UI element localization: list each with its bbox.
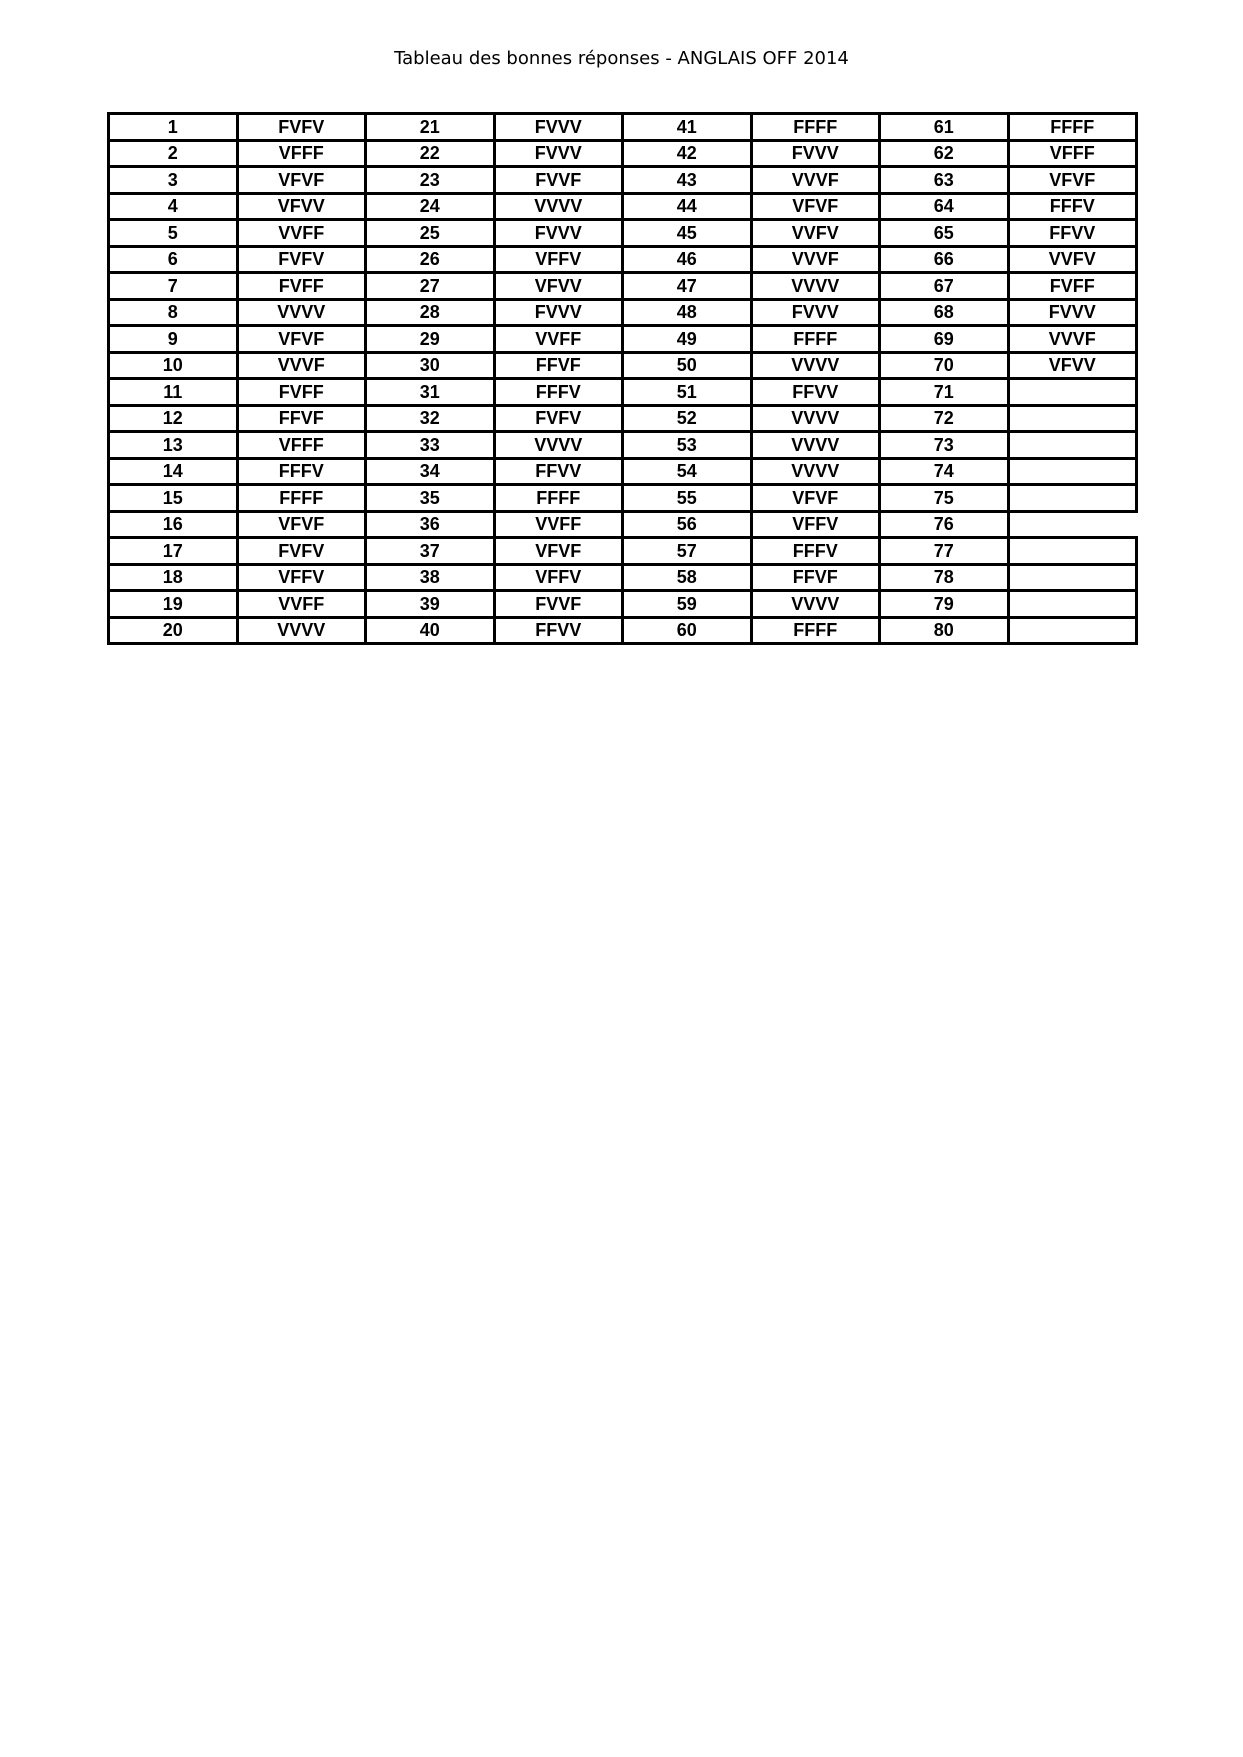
question-number-cell: 31 [366, 379, 495, 406]
question-number-cell: 2 [109, 140, 238, 167]
answer-cell: VVVV [237, 299, 366, 326]
table-row [109, 193, 1137, 220]
answer-cell [1008, 405, 1137, 432]
answer-cell: FFFV [237, 458, 366, 485]
answer-cell: VFFF [237, 140, 366, 167]
question-number-cell: 66 [880, 246, 1009, 273]
answer-cell: VFVF [494, 538, 623, 565]
table-row [109, 538, 1137, 565]
answer-cell: VFVV [237, 193, 366, 220]
answer-cell: FVVV [494, 220, 623, 247]
question-number-cell: 47 [623, 273, 752, 300]
answer-cell: VFFV [494, 564, 623, 591]
page-title: Tableau des bonnes réponses - ANGLAIS OFF 2014 [394, 48, 849, 69]
answer-cell: VVFF [494, 511, 623, 538]
question-number-cell: 45 [623, 220, 752, 247]
answer-cell: FVVF [494, 167, 623, 194]
question-number-cell: 50 [623, 352, 752, 379]
answer-table [107, 112, 1138, 645]
question-number-cell: 61 [880, 114, 1009, 141]
answer-cell: VFFV [494, 246, 623, 273]
question-number-cell: 16 [109, 511, 238, 538]
answer-cell: FVVV [751, 140, 880, 167]
answer-cell: VFVV [494, 273, 623, 300]
answer-cell: FVFV [237, 114, 366, 141]
answer-cell: FFFF [1008, 114, 1137, 141]
answer-cell [1008, 591, 1137, 618]
answer-cell: FVFF [1008, 273, 1137, 300]
answer-cell: VFVF [237, 511, 366, 538]
answer-cell: VVVV [751, 458, 880, 485]
answer-cell: FFVV [494, 617, 623, 644]
question-number-cell: 49 [623, 326, 752, 353]
answer-cell: FVFV [494, 405, 623, 432]
question-number-cell: 46 [623, 246, 752, 273]
question-number-cell: 32 [366, 405, 495, 432]
question-number-cell: 52 [623, 405, 752, 432]
question-number-cell: 53 [623, 432, 752, 459]
answer-cell: FVVV [494, 114, 623, 141]
table-row [109, 591, 1137, 618]
answer-cell: VVVF [237, 352, 366, 379]
question-number-cell: 35 [366, 485, 495, 512]
question-number-cell: 1 [109, 114, 238, 141]
table-row [109, 326, 1137, 353]
answer-cell: FVVV [751, 299, 880, 326]
answer-cell: FVFV [237, 538, 366, 565]
question-number-cell: 6 [109, 246, 238, 273]
answer-cell: FVFV [237, 246, 366, 273]
answer-cell: VVVV [751, 273, 880, 300]
answer-cell: FFFF [751, 114, 880, 141]
table-row [109, 246, 1137, 273]
question-number-cell: 65 [880, 220, 1009, 247]
answer-cell: VVVF [751, 167, 880, 194]
answer-table-body [109, 114, 1137, 644]
answer-cell: FFFF [494, 485, 623, 512]
question-number-cell: 24 [366, 193, 495, 220]
answer-cell: FFFF [751, 617, 880, 644]
answer-cell: VVVF [1008, 326, 1137, 353]
answer-cell [1008, 564, 1137, 591]
question-number-cell: 43 [623, 167, 752, 194]
answer-cell: FFVV [751, 379, 880, 406]
answer-cell [1008, 538, 1137, 565]
answer-cell: VFVF [237, 326, 366, 353]
answer-cell: VFVF [237, 167, 366, 194]
question-number-cell: 39 [366, 591, 495, 618]
answer-cell: VVFF [237, 591, 366, 618]
question-number-cell: 28 [366, 299, 495, 326]
answer-cell: VFVF [751, 485, 880, 512]
answer-cell: VVFV [1008, 246, 1137, 273]
question-number-cell: 68 [880, 299, 1009, 326]
table-row [109, 511, 1137, 538]
answer-cell [1008, 617, 1137, 644]
question-number-cell: 22 [366, 140, 495, 167]
question-number-cell: 41 [623, 114, 752, 141]
question-number-cell: 69 [880, 326, 1009, 353]
answer-cell: FFVV [1008, 220, 1137, 247]
answer-cell: FVVV [494, 299, 623, 326]
answer-cell: VVVV [494, 193, 623, 220]
question-number-cell: 63 [880, 167, 1009, 194]
table-row [109, 485, 1137, 512]
question-number-cell: 51 [623, 379, 752, 406]
question-number-cell: 60 [623, 617, 752, 644]
question-number-cell: 30 [366, 352, 495, 379]
answer-cell [1008, 485, 1137, 512]
table-row [109, 140, 1137, 167]
table-row [109, 220, 1137, 247]
answer-cell: VFFF [1008, 140, 1137, 167]
answer-cell: FFVF [494, 352, 623, 379]
question-number-cell: 11 [109, 379, 238, 406]
answer-cell: FFVF [751, 564, 880, 591]
question-number-cell: 55 [623, 485, 752, 512]
answer-cell: VVFV [751, 220, 880, 247]
question-number-cell: 25 [366, 220, 495, 247]
question-number-cell: 54 [623, 458, 752, 485]
table-row [109, 564, 1137, 591]
answer-cell [1008, 458, 1137, 485]
question-number-cell: 40 [366, 617, 495, 644]
question-number-cell: 18 [109, 564, 238, 591]
question-number-cell: 57 [623, 538, 752, 565]
question-number-cell: 37 [366, 538, 495, 565]
answer-cell [1008, 379, 1137, 406]
question-number-cell: 67 [880, 273, 1009, 300]
question-number-cell: 73 [880, 432, 1009, 459]
question-number-cell: 36 [366, 511, 495, 538]
question-number-cell: 19 [109, 591, 238, 618]
question-number-cell: 4 [109, 193, 238, 220]
question-number-cell: 78 [880, 564, 1009, 591]
table-row [109, 405, 1137, 432]
question-number-cell: 26 [366, 246, 495, 273]
question-number-cell: 80 [880, 617, 1009, 644]
answer-cell: VFVF [751, 193, 880, 220]
question-number-cell: 34 [366, 458, 495, 485]
question-number-cell: 23 [366, 167, 495, 194]
question-number-cell: 79 [880, 591, 1009, 618]
answer-cell: VVVV [751, 591, 880, 618]
answer-cell [1008, 511, 1137, 538]
answer-cell: VVVV [494, 432, 623, 459]
answer-cell: FFFV [751, 538, 880, 565]
question-number-cell: 48 [623, 299, 752, 326]
table-row [109, 617, 1137, 644]
question-number-cell: 5 [109, 220, 238, 247]
answer-cell: VFVV [1008, 352, 1137, 379]
answer-cell: VVVF [751, 246, 880, 273]
question-number-cell: 33 [366, 432, 495, 459]
question-number-cell: 56 [623, 511, 752, 538]
question-number-cell: 8 [109, 299, 238, 326]
question-number-cell: 10 [109, 352, 238, 379]
question-number-cell: 20 [109, 617, 238, 644]
question-number-cell: 38 [366, 564, 495, 591]
answer-cell: VFFV [237, 564, 366, 591]
question-number-cell: 44 [623, 193, 752, 220]
question-number-cell: 15 [109, 485, 238, 512]
question-number-cell: 12 [109, 405, 238, 432]
question-number-cell: 58 [623, 564, 752, 591]
question-number-cell: 27 [366, 273, 495, 300]
table-row [109, 273, 1137, 300]
answer-cell: VVVV [751, 405, 880, 432]
answer-cell: VVFF [494, 326, 623, 353]
question-number-cell: 29 [366, 326, 495, 353]
question-number-cell: 13 [109, 432, 238, 459]
table-row [109, 379, 1137, 406]
table-row [109, 299, 1137, 326]
question-number-cell: 21 [366, 114, 495, 141]
question-number-cell: 62 [880, 140, 1009, 167]
question-number-cell: 17 [109, 538, 238, 565]
answer-cell: VFFF [237, 432, 366, 459]
question-number-cell: 3 [109, 167, 238, 194]
question-number-cell: 75 [880, 485, 1009, 512]
answer-cell: FFVV [494, 458, 623, 485]
question-number-cell: 59 [623, 591, 752, 618]
answer-cell: FVFF [237, 379, 366, 406]
answer-cell [1008, 432, 1137, 459]
answer-cell: FFFF [237, 485, 366, 512]
answer-cell: FFFV [1008, 193, 1137, 220]
question-number-cell: 74 [880, 458, 1009, 485]
question-number-cell: 77 [880, 538, 1009, 565]
table-row [109, 167, 1137, 194]
table-row [109, 352, 1137, 379]
answer-cell: FVVV [1008, 299, 1137, 326]
answer-cell: FFVF [237, 405, 366, 432]
answer-cell: FFFF [751, 326, 880, 353]
table-row [109, 114, 1137, 141]
question-number-cell: 64 [880, 193, 1009, 220]
answer-cell: VVVV [237, 617, 366, 644]
answer-cell: VFVF [1008, 167, 1137, 194]
answer-cell: VFFV [751, 511, 880, 538]
answer-cell: VVVV [751, 352, 880, 379]
question-number-cell: 7 [109, 273, 238, 300]
question-number-cell: 71 [880, 379, 1009, 406]
answer-cell: FFFV [494, 379, 623, 406]
answer-cell: VVFF [237, 220, 366, 247]
question-number-cell: 72 [880, 405, 1009, 432]
table-row [109, 458, 1137, 485]
question-number-cell: 70 [880, 352, 1009, 379]
table-row [109, 432, 1137, 459]
question-number-cell: 9 [109, 326, 238, 353]
answer-cell: VVVV [751, 432, 880, 459]
question-number-cell: 14 [109, 458, 238, 485]
question-number-cell: 42 [623, 140, 752, 167]
question-number-cell: 76 [880, 511, 1009, 538]
answer-cell: FVVF [494, 591, 623, 618]
answer-cell: FVVV [494, 140, 623, 167]
answer-cell: FVFF [237, 273, 366, 300]
